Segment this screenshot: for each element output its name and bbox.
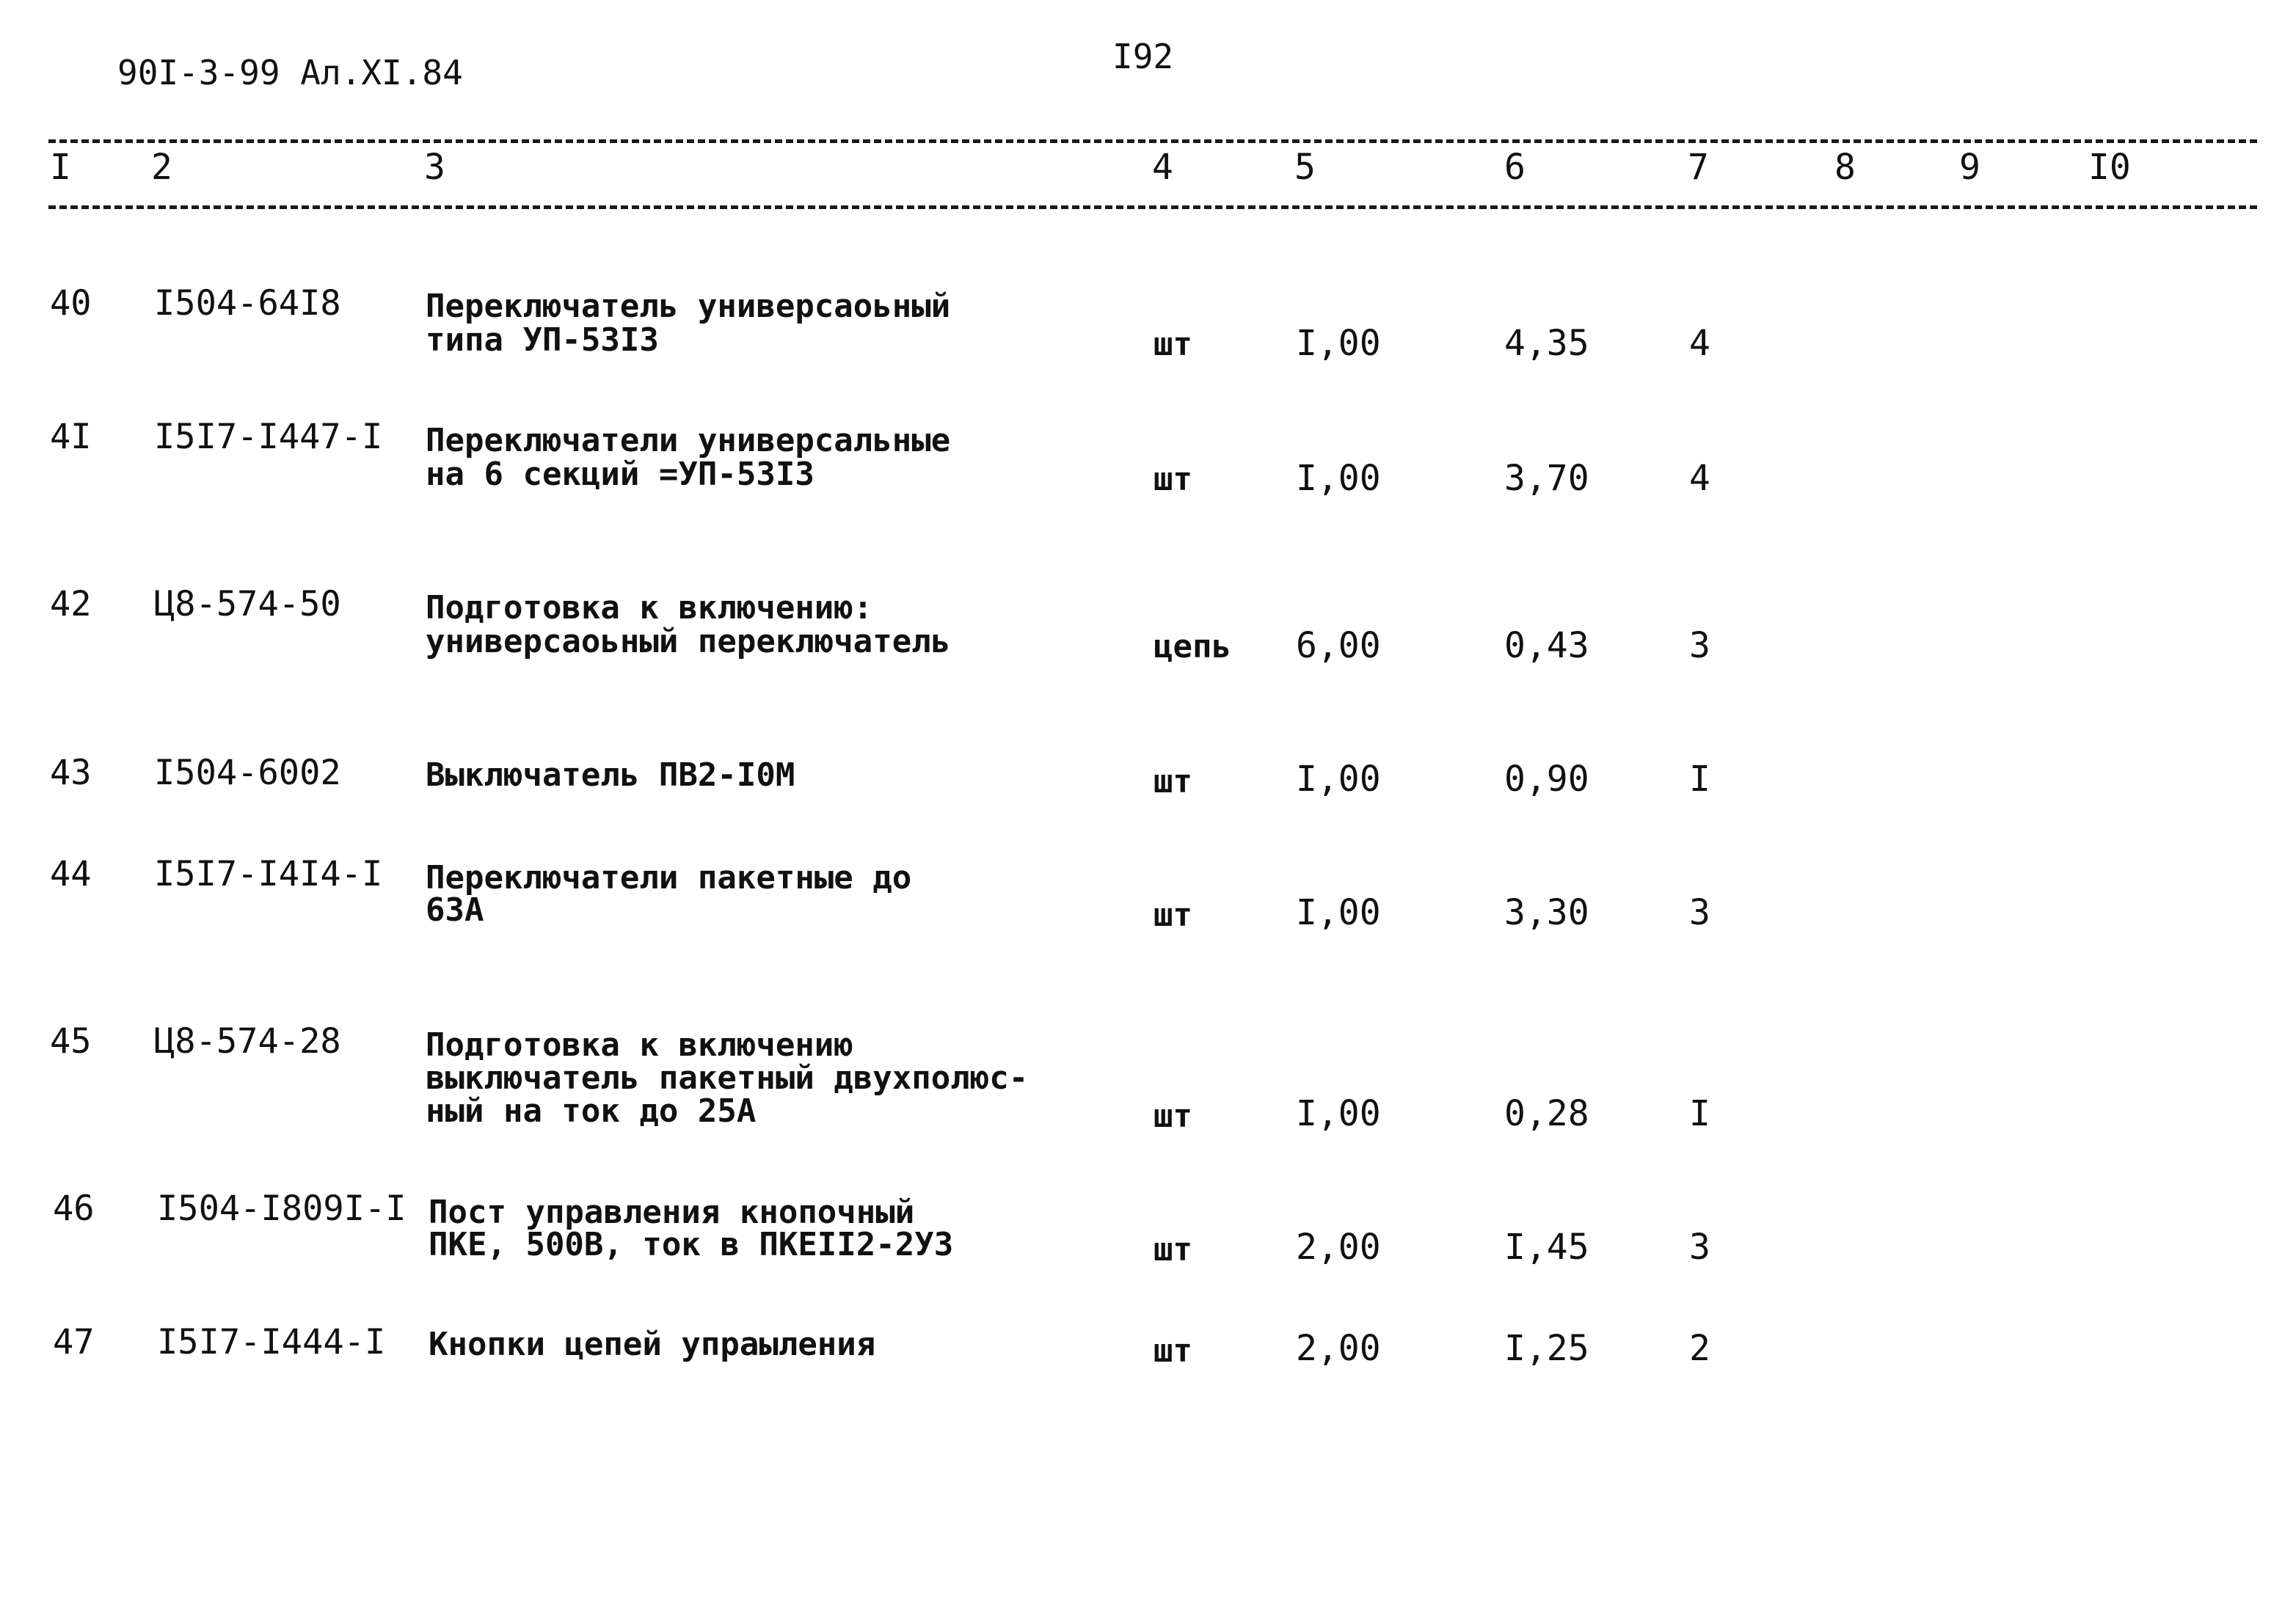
- row-description-line: Переключатель универсаоьный: [426, 288, 951, 325]
- row-quantity: I,00: [1296, 1093, 1381, 1134]
- row-quantity: I,00: [1296, 323, 1381, 364]
- row-description-line: ПКЕ, 500В, ток в ПКЕII2-2У3: [429, 1226, 954, 1263]
- row-quantity: I,00: [1296, 892, 1381, 933]
- row-grade: 3: [1689, 625, 1710, 666]
- row-code: I5I7-I4I4-I: [154, 854, 383, 894]
- header-bottom-rule: [48, 205, 2257, 209]
- row-number: 4I: [50, 417, 92, 457]
- row-number: 46: [53, 1188, 95, 1229]
- row-unit: шт: [1154, 461, 1192, 498]
- column-header-10: I0: [2088, 147, 2131, 188]
- row-description-line: Переключатели универсальные: [426, 422, 951, 459]
- row-description-line: 63А: [426, 891, 484, 929]
- row-number: 42: [50, 584, 92, 624]
- row-description-line: на 6 секций =УП-53I3: [426, 456, 814, 493]
- row-number: 44: [50, 854, 92, 894]
- row-rate: 4,35: [1504, 323, 1589, 364]
- row-quantity: 2,00: [1296, 1227, 1381, 1268]
- row-description-line: Выключатель ПВ2-I0М: [426, 756, 795, 794]
- row-rate: 3,30: [1504, 892, 1589, 933]
- row-rate: 0,43: [1504, 625, 1589, 666]
- row-description-line: Переключатели пакетные до: [426, 859, 912, 897]
- row-rate: 0,90: [1504, 759, 1589, 800]
- row-unit: шт: [1154, 1098, 1192, 1135]
- row-code: I504-64I8: [154, 283, 341, 324]
- row-unit: шт: [1154, 897, 1192, 934]
- row-number: 43: [50, 753, 92, 793]
- row-grade: 3: [1689, 1227, 1710, 1268]
- row-quantity: I,00: [1296, 458, 1381, 499]
- row-code: Ц8-574-28: [154, 1021, 341, 1062]
- row-description-line: Пост управления кнопочный: [429, 1194, 915, 1231]
- row-description-line: типа УП-53I3: [426, 321, 659, 359]
- row-code: I504-I809I-I: [157, 1188, 407, 1229]
- row-code: I5I7-I447-I: [154, 417, 383, 457]
- row-unit: шт: [1154, 1332, 1192, 1370]
- column-header-7: 7: [1688, 147, 1709, 188]
- row-rate: 0,28: [1504, 1093, 1589, 1134]
- column-header-1: I: [50, 147, 71, 188]
- row-unit: шт: [1154, 1231, 1192, 1268]
- row-description-line: выключатель пакетный двухполюс-: [426, 1059, 1029, 1097]
- page-number: I92: [1112, 37, 1174, 76]
- row-description-line: ный на ток до 25А: [426, 1092, 757, 1130]
- row-code: I5I7-I444-I: [157, 1322, 386, 1362]
- row-grade: 2: [1689, 1328, 1710, 1369]
- row-unit: цепь: [1154, 628, 1231, 665]
- column-header-2: 2: [151, 147, 172, 188]
- column-header-4: 4: [1152, 147, 1173, 188]
- row-rate: 3,70: [1504, 458, 1589, 499]
- row-grade: I: [1689, 759, 1710, 800]
- row-rate: I,25: [1504, 1328, 1589, 1369]
- row-code: Ц8-574-50: [154, 584, 341, 624]
- row-number: 47: [53, 1322, 95, 1362]
- row-quantity: 6,00: [1296, 625, 1381, 666]
- column-header-9: 9: [1959, 147, 1980, 188]
- row-quantity: I,00: [1296, 759, 1381, 800]
- row-number: 45: [50, 1021, 92, 1062]
- column-header-3: 3: [424, 147, 445, 188]
- row-grade: I: [1689, 1093, 1710, 1134]
- row-unit: шт: [1154, 763, 1192, 800]
- column-header-5: 5: [1294, 147, 1316, 188]
- row-description-line: Подготовка к включению:: [426, 589, 873, 627]
- column-header-6: 6: [1504, 147, 1526, 188]
- column-header-8: 8: [1834, 147, 1856, 188]
- row-number: 40: [50, 283, 92, 324]
- row-description-line: универсаоьный переключатель: [426, 623, 951, 660]
- row-description-line: Подготовка к включению: [426, 1026, 853, 1064]
- row-rate: I,45: [1504, 1227, 1589, 1268]
- row-grade: 4: [1689, 458, 1710, 499]
- row-description-line: Кнопки цепей упраыления: [429, 1326, 876, 1363]
- row-grade: 3: [1689, 892, 1710, 933]
- document-code: 90I-3-99 Ал.XI.84: [117, 53, 463, 92]
- row-unit: шт: [1154, 326, 1192, 363]
- header-top-rule: [48, 139, 2257, 143]
- row-code: I504-6002: [154, 753, 341, 793]
- row-grade: 4: [1689, 323, 1710, 364]
- row-quantity: 2,00: [1296, 1328, 1381, 1369]
